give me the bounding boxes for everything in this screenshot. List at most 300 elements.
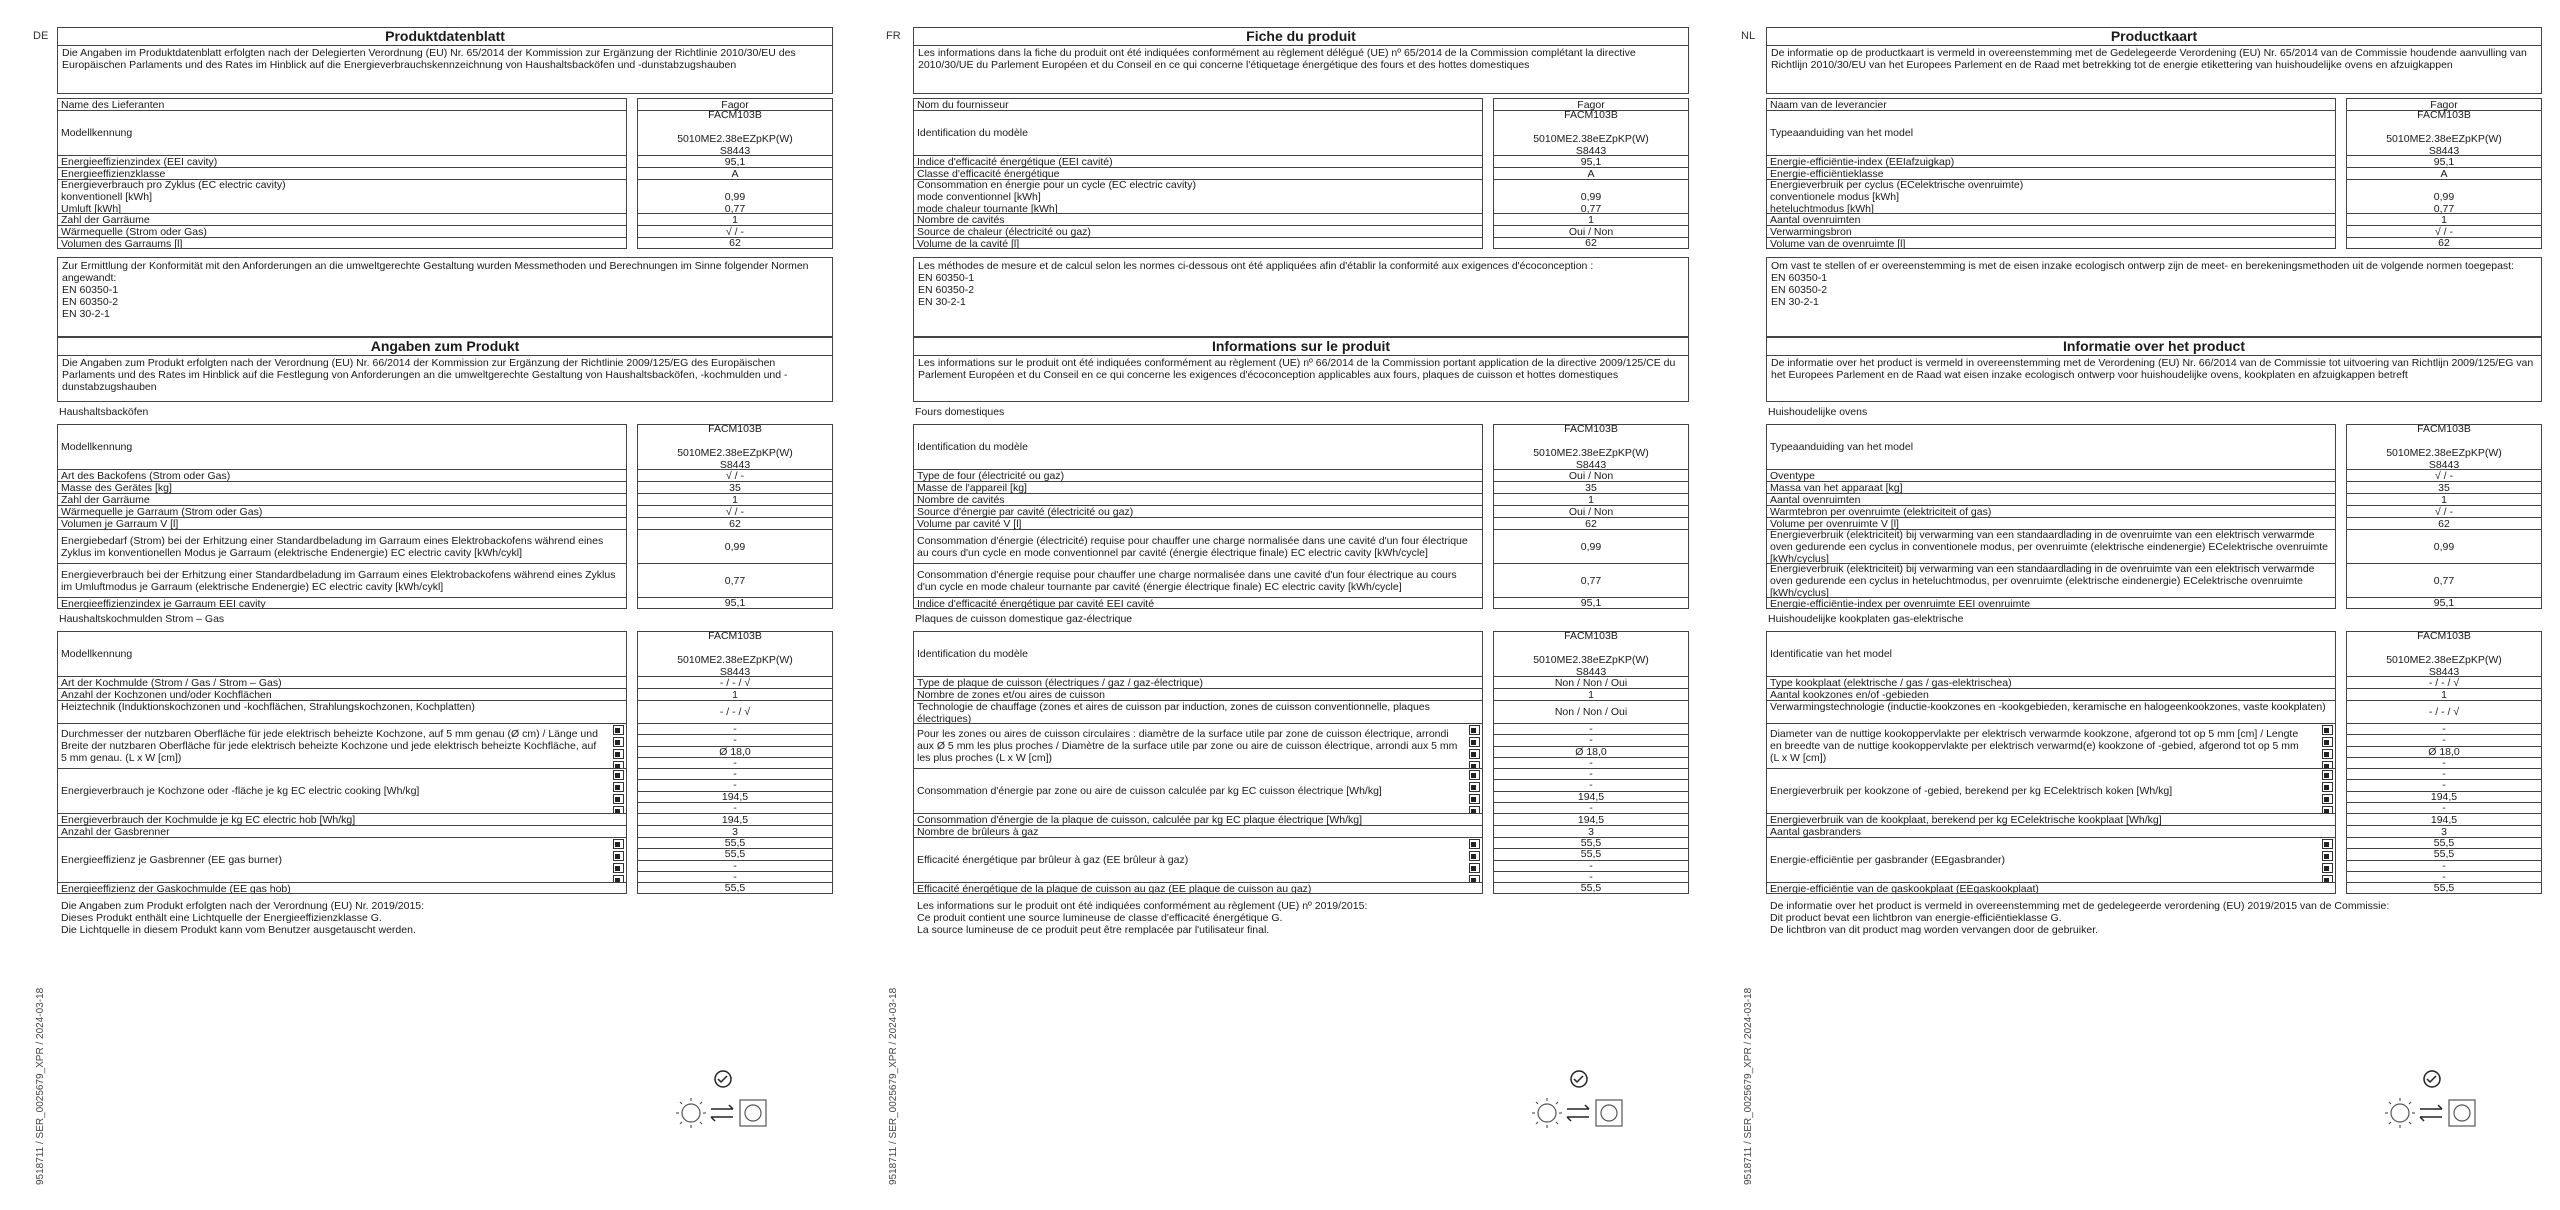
spec-value: 0,77 — [637, 563, 833, 597]
spec-label: Volumen des Garraums [l] — [57, 237, 627, 249]
spec-gap — [2336, 768, 2346, 813]
spec-gap — [1483, 837, 1493, 882]
spec-value: Oui / Non — [1493, 469, 1689, 481]
zone-value: - — [638, 861, 832, 872]
spec-value: FACM103B 5010ME2.38eEZpKP(W) S8443 — [637, 110, 833, 155]
spec-value: 95,1 — [1493, 155, 1689, 167]
spec-label: Diameter van de nuttige kookoppervlakte per elektrisch verwarmde kookzone, afgerond tot op 5 mm [cm] / Lengte en breedte van de nuttige kookoppervlakte per elektrisch verwarmd(e) kookzone of -gebied, afgerond tot op 5 mm (L x W [cm]) — [1766, 723, 2336, 768]
spec-value: FACM103B 5010ME2.38eEZpKP(W) S8443 — [2346, 424, 2542, 469]
spec-gap — [627, 505, 637, 517]
light-source-replaceable-icon — [1529, 1069, 1629, 1139]
zone-value: - — [1589, 871, 1593, 882]
spec-label: Wärmequelle je Garraum (Strom oder Gas) — [57, 505, 627, 517]
spec-gap — [627, 493, 637, 505]
cooking-zone-icon — [613, 839, 624, 849]
spec-label: Art des Backofens (Strom oder Gas) — [57, 469, 627, 481]
cooking-zone-icons — [613, 724, 624, 768]
spec-value: 0,99 — [1493, 529, 1689, 563]
spec-value: 35 — [1493, 481, 1689, 493]
document-reference: 9518711 / SER_0025679_XPR / 2024-03-18 — [1743, 987, 1754, 1185]
spec-value: 35 — [2346, 481, 2542, 493]
spec-value: √ / - — [2346, 505, 2542, 517]
spec-label: Type de plaque de cuisson (électriques / gaz / gaz-électrique) — [913, 676, 1483, 688]
language-column — [1766, 27, 2542, 1177]
spec-value: Fagor — [1493, 98, 1689, 110]
zone-value: - — [733, 757, 737, 768]
spec-gap — [627, 563, 637, 597]
spec-table — [57, 424, 833, 609]
spec-gap — [627, 700, 637, 723]
spec-label: Energieeffizienzindex (EEI cavity) — [57, 155, 627, 167]
spec-label: Consommation d'énergie par zone ou aire de cuisson calculée par kg EC cuisson électrique [Wh/kg] — [913, 768, 1483, 813]
cooking-zone-icon — [1469, 725, 1480, 735]
spec-gap — [627, 529, 637, 563]
spec-gap — [2336, 688, 2346, 700]
datasheet-intro: De informatie op de productkaart is vermeld in overeenstemming met de Gedelegeerde Verordening (EU) Nr. 65/2014 van de Commissie houdende aanvulling van Richtlijn 2010/30/EU van het Europees Parlement en de Raad met betrekking tot de energie etikettering van huishoudelijke ovens en afzuigkappen — [1766, 46, 2542, 94]
spec-label: Nombre de brûleurs à gaz — [913, 825, 1483, 837]
spec-label: Identification du modèle — [913, 424, 1483, 469]
spec-value: 1 — [637, 213, 833, 225]
spec-gap — [627, 813, 637, 825]
spec-label: Energieeffizienzindex je Garraum EEI cavity — [57, 597, 627, 609]
spec-value — [637, 723, 833, 768]
zone-value: - — [2442, 757, 2446, 768]
product-info-title: Angaben zum Produkt — [57, 337, 833, 356]
zone-value: - — [1589, 757, 1593, 768]
spec-label: Aantal gasbranders — [1766, 825, 2336, 837]
spec-value: 1 — [637, 493, 833, 505]
zone-value: - — [2347, 769, 2541, 780]
spec-value: 1 — [1493, 493, 1689, 505]
cooking-zone-icon — [613, 725, 624, 735]
zone-value: 194,5 — [1494, 792, 1688, 803]
zone-values — [638, 769, 832, 813]
spec-label: Technologie de chauffage (zones et aires de cuisson par induction, zones de cuisson conventionnelle, plaques électriques) — [913, 700, 1483, 723]
spec-gap — [2336, 517, 2346, 529]
cooking-zone-icons — [2322, 769, 2333, 813]
spec-gap — [1483, 110, 1493, 155]
spec-gap — [1483, 424, 1493, 469]
spec-value — [2346, 837, 2542, 882]
spec-label: Naam van de leverancier — [1766, 98, 2336, 110]
spec-value: 1 — [2346, 688, 2542, 700]
spec-value: 3 — [637, 825, 833, 837]
spec-label: Masse de l'appareil [kg] — [913, 481, 1483, 493]
zone-value: - — [638, 724, 832, 735]
spec-label: Energie-efficiëntie per gasbrander (EEgasbrander) — [1766, 837, 2336, 882]
document-reference: 9518711 / SER_0025679_XPR / 2024-03-18 — [888, 987, 899, 1185]
datasheet-intro: Les informations dans la fiche du produit ont été indiquées conformément au règlement délégué (UE) nº 65/2014 de la Commission complétant la directive 2010/30/UE du Parlement Européen et du Conseil en ce qui concerne l'étiquetage énergétique des fours et des hottes domestiques — [913, 46, 1689, 94]
spec-gap — [627, 825, 637, 837]
spec-label: Warmtebron per ovenruimte (elektriciteit of gas) — [1766, 505, 2336, 517]
spec-label: Volume de la cavité [l] — [913, 237, 1483, 249]
spec-value: √ / - — [637, 505, 833, 517]
zone-value: - — [1494, 769, 1688, 780]
spec-value: 0,99 0,77 — [637, 179, 833, 213]
zone-value: 194,5 — [2347, 792, 2541, 803]
spec-gap — [1483, 225, 1493, 237]
cooking-zone-icons — [1469, 724, 1480, 768]
spec-label: Energieverbrauch bei der Erhitzung einer Standardbeladung im Garraum eines Elektrobackofens während eines Zyklus im Umluftmodus je Garraum (elektrische Endenergie) EC electric cavity [kWh/cykl] — [57, 563, 627, 597]
cooking-zone-icon — [2322, 782, 2333, 792]
bulb-swap-icon — [1529, 1069, 1629, 1139]
spec-table — [57, 98, 833, 249]
spec-value: 194,5 — [637, 813, 833, 825]
spec-label: Energieverbruik (elektriciteit) bij verwarming van een standaardlading in de ovenruimte van een elektrisch verwarmde oven gedurende een cyclus in heteluchtmodus, per ovenruimte (elektrische eindenergie) ECelektrische ovenruimte [kWh/cyclus] — [1766, 563, 2336, 597]
cooking-zone-icons — [1469, 838, 1480, 882]
spec-label: Aantal ovenruimten — [1766, 213, 2336, 225]
spec-value: Non / Non / Oui — [1493, 700, 1689, 723]
zone-value: 55,5 — [1494, 838, 1688, 849]
spec-gap — [627, 98, 637, 110]
spec-value: 1 — [2346, 213, 2542, 225]
spec-value: 95,1 — [1493, 597, 1689, 609]
spec-value: 62 — [2346, 517, 2542, 529]
spec-gap — [2336, 563, 2346, 597]
zone-value: - — [733, 802, 737, 813]
spec-value: 0,99 — [2346, 529, 2542, 563]
language-code: DE — [33, 30, 49, 42]
light-source-replaceable-icon — [673, 1069, 773, 1139]
spec-value: FACM103B 5010ME2.38eEZpKP(W) S8443 — [2346, 631, 2542, 676]
cooking-zone-icon — [1469, 770, 1480, 780]
spec-label: Identification du modèle — [913, 110, 1483, 155]
spec-gap — [627, 225, 637, 237]
spec-label: Indice d'efficacité énergétique par cavité EEI cavité — [913, 597, 1483, 609]
spec-value — [1493, 837, 1689, 882]
section-ovens: Fours domestiques — [915, 406, 1005, 418]
spec-label: Energie-efficiëntieklasse — [1766, 167, 2336, 179]
light-source-note: Les informations sur le produit ont été indiquées conformément au règlement (UE) nº 2019/2015: Ce produit contient une source lumineuse de classe d'efficacité énergétique G. La source lumineuse de ce produit peut être remplacée par l'utilisateur final. — [917, 900, 1368, 936]
section-hobs: Plaques de cuisson domestique gaz-électrique — [915, 613, 1133, 625]
spec-value: - / - / √ — [2346, 676, 2542, 688]
spec-value: Fagor — [2346, 98, 2542, 110]
zone-value: - — [1589, 802, 1593, 813]
cooking-zone-icon — [1469, 761, 1480, 768]
datasheet-title: Produktdatenblatt — [57, 27, 833, 46]
spec-table — [913, 424, 1689, 609]
spec-gap — [1483, 237, 1493, 249]
spec-value: A — [2346, 167, 2542, 179]
zone-values — [2347, 838, 2541, 882]
spec-table — [1766, 424, 2542, 609]
zone-values — [1494, 838, 1688, 882]
spec-table — [913, 631, 1689, 894]
spec-value: √ / - — [637, 225, 833, 237]
cooking-zone-icon — [613, 761, 624, 768]
spec-value: 95,1 — [637, 597, 833, 609]
cooking-zone-icons — [613, 769, 624, 813]
spec-value: 62 — [637, 237, 833, 249]
spec-gap — [627, 723, 637, 768]
spec-gap — [1483, 493, 1493, 505]
spec-value: 55,5 — [1493, 882, 1689, 894]
zone-value: 194,5 — [638, 792, 832, 803]
spec-label: Energie-efficiëntie-index (EEIafzuigkap) — [1766, 155, 2336, 167]
spec-gap — [627, 631, 637, 676]
spec-label: Volume van de ovenruimte [l] — [1766, 237, 2336, 249]
cooking-zone-icon — [2322, 770, 2333, 780]
spec-label: Verwarmingsbron — [1766, 225, 2336, 237]
product-info-title: Informatie over het product — [1766, 337, 2542, 356]
spec-label: Nom du fournisseur — [913, 98, 1483, 110]
cooking-zone-icon — [613, 770, 624, 780]
zone-value: Ø 18,0 — [638, 747, 832, 758]
zone-value: - — [2347, 780, 2541, 791]
spec-gap — [2336, 529, 2346, 563]
zone-values — [2347, 724, 2541, 768]
spec-gap — [1483, 517, 1493, 529]
spec-value: A — [637, 167, 833, 179]
spec-gap — [2336, 837, 2346, 882]
spec-gap — [1483, 597, 1493, 609]
spec-gap — [1483, 505, 1493, 517]
zone-value: 55,5 — [1494, 849, 1688, 860]
spec-value: A — [1493, 167, 1689, 179]
section-hobs: Huishoudelijke kookplaten gas-elektrische — [1768, 613, 1964, 625]
cooking-zone-icons — [1469, 769, 1480, 813]
spec-value: 194,5 — [2346, 813, 2542, 825]
spec-label: Nombre de cavités — [913, 493, 1483, 505]
spec-gap — [2336, 631, 2346, 676]
zone-value: 55,5 — [638, 849, 832, 860]
cooking-zone-icon — [2322, 851, 2333, 861]
spec-value: Oui / Non — [1493, 225, 1689, 237]
spec-value — [2346, 723, 2542, 768]
zone-value: - — [2442, 871, 2446, 882]
spec-value: 194,5 — [1493, 813, 1689, 825]
cooking-zone-icon — [1469, 806, 1480, 813]
spec-label: Masse des Gerätes [kg] — [57, 481, 627, 493]
datasheet-title: Fiche du produit — [913, 27, 1689, 46]
spec-value: 95,1 — [2346, 597, 2542, 609]
spec-value: 3 — [2346, 825, 2542, 837]
spec-gap — [627, 237, 637, 249]
spec-label: Aantal kookzones en/of -gebieden — [1766, 688, 2336, 700]
spec-value: √ / - — [637, 469, 833, 481]
spec-value: 62 — [1493, 237, 1689, 249]
spec-value: FACM103B 5010ME2.38eEZpKP(W) S8443 — [1493, 631, 1689, 676]
spec-value: - / - / √ — [637, 700, 833, 723]
spec-gap — [627, 155, 637, 167]
spec-gap — [627, 110, 637, 155]
spec-label: Modellkennung — [57, 631, 627, 676]
spec-label: Anzahl der Kochzonen und/oder Kochflächen — [57, 688, 627, 700]
spec-gap — [1483, 179, 1493, 213]
spec-gap — [627, 469, 637, 481]
cooking-zone-icons — [2322, 724, 2333, 768]
spec-gap — [1483, 688, 1493, 700]
spec-gap — [2336, 700, 2346, 723]
spec-label: Consommation d'énergie requise pour chauffer une charge normalisée dans une cavité d'un four électrique au cours d'un cycle en mode chaleur tournante par cavité (énergie électrique finale) EC electric cavity [kWh/cycle] — [913, 563, 1483, 597]
spec-gap — [1483, 563, 1493, 597]
spec-value: 3 — [1493, 825, 1689, 837]
cooking-zone-icon — [613, 806, 624, 813]
spec-value: FACM103B 5010ME2.38eEZpKP(W) S8443 — [637, 424, 833, 469]
spec-label: Nombre de zones et/ou aires de cuisson — [913, 688, 1483, 700]
language-code: NL — [1741, 30, 1756, 42]
spec-value: FACM103B 5010ME2.38eEZpKP(W) S8443 — [1493, 424, 1689, 469]
spec-gap — [2336, 225, 2346, 237]
spec-gap — [2336, 825, 2346, 837]
spec-gap — [627, 517, 637, 529]
cooking-zone-icon — [2322, 749, 2333, 759]
spec-label: Identification du modèle — [913, 631, 1483, 676]
spec-label: Name des Lieferanten — [57, 98, 627, 110]
cooking-zone-icon — [2322, 875, 2333, 882]
cooking-zone-icon — [2322, 863, 2333, 873]
spec-value: 0,99 0,77 — [2346, 179, 2542, 213]
spec-gap — [627, 424, 637, 469]
cooking-zone-icon — [613, 851, 624, 861]
spec-gap — [1483, 155, 1493, 167]
product-info-intro: Die Angaben zum Produkt erfolgten nach der Verordnung (EU) Nr. 66/2014 der Kommission zur Ergänzung der Richtlinie 2009/125/EG des Europäischen Parlaments und des Rates im Hinblick auf die Festlegung von Anforderungen an die umweltgerechte Gestaltung von Haushaltsbacköfen, -kochmulden und -dunstabzugshauben — [57, 356, 833, 402]
spec-label: Consommation en énergie pour un cycle (EC electric cavity) mode conventionnel [kWh] mode chaleur tournante [kWh] — [913, 179, 1483, 213]
spec-gap — [2336, 813, 2346, 825]
cooking-zone-icons — [2322, 838, 2333, 882]
language-column — [913, 27, 1689, 1177]
cooking-zone-icon — [1469, 737, 1480, 747]
spec-value: 62 — [1493, 517, 1689, 529]
spec-gap — [2336, 882, 2346, 894]
zone-value: - — [638, 780, 832, 791]
spec-label: Massa van het apparaat [kg] — [1766, 481, 2336, 493]
spec-value: 62 — [637, 517, 833, 529]
cooking-zone-icon — [1469, 749, 1480, 759]
spec-gap — [1483, 631, 1493, 676]
spec-label: Efficacité énergétique par brûleur à gaz (EE brûleur à gaz) — [913, 837, 1483, 882]
spec-gap — [2336, 98, 2346, 110]
spec-gap — [627, 768, 637, 813]
zone-values — [1494, 769, 1688, 813]
spec-value: Non / Non / Oui — [1493, 676, 1689, 688]
cooking-zone-icon — [1469, 851, 1480, 861]
spec-value: Oui / Non — [1493, 505, 1689, 517]
spec-gap — [1483, 529, 1493, 563]
spec-value: - / - / √ — [637, 676, 833, 688]
zone-value: Ø 18,0 — [2347, 747, 2541, 758]
spec-label: Energieeffizienz je Gasbrenner (EE gas burner) — [57, 837, 627, 882]
spec-gap — [2336, 597, 2346, 609]
cooking-zone-icon — [2322, 725, 2333, 735]
cooking-zone-icon — [613, 863, 624, 873]
spec-value — [637, 768, 833, 813]
spec-label: Energiebedarf (Strom) bei der Erhitzung einer Standardbeladung im Garraum eines Elektrobackofens während eines Zyklus im konventionellen Modus je Garraum (elektrische Endenergie) EC electric cavity [kWh/cykl] — [57, 529, 627, 563]
spec-table — [1766, 98, 2542, 249]
spec-label: Energieeffizienzklasse — [57, 167, 627, 179]
spec-gap — [1483, 167, 1493, 179]
datasheet-title: Productkaart — [1766, 27, 2542, 46]
spec-label: Zahl der Garräume — [57, 213, 627, 225]
spec-label: Nombre de cavités — [913, 213, 1483, 225]
zone-value: 55,5 — [2347, 838, 2541, 849]
spec-value: 0,99 0,77 — [1493, 179, 1689, 213]
spec-value — [1493, 723, 1689, 768]
spec-label: Source de chaleur (électricité ou gaz) — [913, 225, 1483, 237]
cooking-zone-icons — [613, 838, 624, 882]
spec-label: Energie-efficiëntie van de gaskookplaat (EEgaskookplaat) — [1766, 882, 2336, 894]
spec-gap — [2336, 237, 2346, 249]
zone-value: - — [733, 871, 737, 882]
spec-gap — [1483, 213, 1493, 225]
spec-value: 95,1 — [2346, 155, 2542, 167]
zone-value: - — [2442, 802, 2446, 813]
cooking-zone-icon — [1469, 875, 1480, 882]
spec-label: Energieverbruik (elektriciteit) bij verwarming van een standaardlading in de ovenruimte van een elektrisch verwarmde oven gedurende een cyclus in conventionele modus, per ovenruimte (elektrische eindenergie) ECelektrische ovenruimte [kWh/cyclus] — [1766, 529, 2336, 563]
zone-value: - — [1494, 735, 1688, 746]
light-source-note: Die Angaben zum Produkt erfolgten nach der Verordnung (EU) Nr. 2019/2015: Dieses Produkt enthält eine Lichtquelle der Energieeffizienzklasse G. Die Lichtquelle in diesem Produkt kann vom Benutzer ausgetauscht werden. — [61, 900, 425, 936]
cooking-zone-icon — [613, 749, 624, 759]
spec-label: Volume par cavité V [l] — [913, 517, 1483, 529]
cooking-zone-icon — [613, 737, 624, 747]
light-source-note: De informatie over het product is vermeld in overeenstemming met de gedelegeerde verordening (EU) 2019/2015 van de Commissie: Dit product bevat een lichtbron van energie-efficiëntieklasse G. De lichtbron van dit product mag worden vervangen door de gebruiker. — [1770, 900, 2390, 936]
spec-label: Energieverbrauch der Kochmulde je kg EC electric hob [Wh/kg] — [57, 813, 627, 825]
spec-label: Anzahl der Gasbrenner — [57, 825, 627, 837]
zone-value: - — [638, 735, 832, 746]
spec-value: FACM103B 5010ME2.38eEZpKP(W) S8443 — [1493, 110, 1689, 155]
spec-gap — [1483, 700, 1493, 723]
spec-gap — [2336, 493, 2346, 505]
spec-label: Consommation d'énergie (électricité) requise pour chauffer une charge normalisée dans une cavité d'un four électrique au cours d'un cycle en mode conventionnel par cavité (énergie électrique finale) EC electric cavity [kWh/cycle] — [913, 529, 1483, 563]
spec-value — [637, 837, 833, 882]
spec-label: Energieverbruik van de kookplaat, berekend per kg ECelektrische kookplaat [Wh/kg] — [1766, 813, 2336, 825]
zone-value: - — [1494, 724, 1688, 735]
spec-label: Modellkennung — [57, 424, 627, 469]
zone-values — [2347, 769, 2541, 813]
spec-gap — [2336, 179, 2346, 213]
spec-label: Modellkennung — [57, 110, 627, 155]
spec-label: Energieverbrauch je Kochzone oder -fläche je kg EC electric cooking [Wh/kg] — [57, 768, 627, 813]
spec-gap — [1483, 813, 1493, 825]
bulb-swap-icon — [673, 1069, 773, 1139]
spec-gap — [1483, 676, 1493, 688]
spec-label: Source d'énergie par cavité (électricité ou gaz) — [913, 505, 1483, 517]
product-info-intro: De informatie over het product is vermeld in overeenstemming met de Verordening (EU) Nr. 66/2014 van de Commissie tot uitvoering van Richtlijn 2009/125/EG van het Europees Parlement en de Raad wat eisen inzake ecologisch ontwerp voor huishoudelijke ovens, kookplaten en afzuigkappen betreft — [1766, 356, 2542, 402]
spec-label: Pour les zones ou aires de cuisson circulaires : diamètre de la surface utile par zone de cuisson électrique, arrondi aux Ø 5 mm les plus proches / Diamètre de la surface utile par zone ou aire de cuisson électrique, arrondi aux 5 mm les plus proches (L x W [cm]) — [913, 723, 1483, 768]
spec-value: 1 — [1493, 213, 1689, 225]
spec-gap — [1483, 768, 1493, 813]
spec-gap — [1483, 882, 1493, 894]
cooking-zone-icon — [2322, 806, 2333, 813]
spec-gap — [627, 179, 637, 213]
spec-label: Art der Kochmulde (Strom / Gas / Strom – Gas) — [57, 676, 627, 688]
norms-block: Les méthodes de mesure et de calcul selon les normes ci-dessous ont été appliquées afin d'établir la conformité aux exigences d'écoconception : EN 60350-1 EN 60350-2 EN 30-2-1 — [913, 257, 1689, 337]
spec-label: Indice d'efficacité énergétique (EEI cavité) — [913, 155, 1483, 167]
spec-label: Typeaanduiding van het model — [1766, 110, 2336, 155]
spec-gap — [2336, 505, 2346, 517]
spec-label: Volumen je Garraum V [l] — [57, 517, 627, 529]
spec-value: 0,77 — [1493, 563, 1689, 597]
spec-value: 0,99 — [637, 529, 833, 563]
spec-gap — [2336, 469, 2346, 481]
spec-label: Oventype — [1766, 469, 2336, 481]
zone-value: Ø 18,0 — [1494, 747, 1688, 758]
spec-label: Verwarmingstechnologie (inductie-kookzones en -kookgebieden, keramische en halogeenkookzones, vaste kookplaten) — [1766, 700, 2336, 723]
spec-value: 1 — [637, 688, 833, 700]
zone-values — [1494, 724, 1688, 768]
spec-label: Consommation d'énergie de la plaque de cuisson, calculée par kg EC plaque électrique [Wh/kg] — [913, 813, 1483, 825]
spec-gap — [627, 213, 637, 225]
spec-gap — [1483, 469, 1493, 481]
spec-value: 35 — [637, 481, 833, 493]
spec-gap — [2336, 167, 2346, 179]
datasheet-intro: Die Angaben im Produktdatenblatt erfolgten nach der Delegierten Verordnung (EU) Nr. 65/2014 der Kommission zur Ergänzung der Richtlinie 2010/30/EU des Europäischen Parlaments und des Rates im Hinblick auf die Energieverbrauchskennzeichnung von Haushaltsbacköfen und -dunstabzugshauben — [57, 46, 833, 94]
spec-gap — [627, 837, 637, 882]
spec-gap — [2336, 481, 2346, 493]
spec-label: Energie-efficiëntie-index per ovenruimte EEI ovenruimte — [1766, 597, 2336, 609]
spec-table — [1766, 631, 2542, 894]
zone-value: - — [1494, 861, 1688, 872]
